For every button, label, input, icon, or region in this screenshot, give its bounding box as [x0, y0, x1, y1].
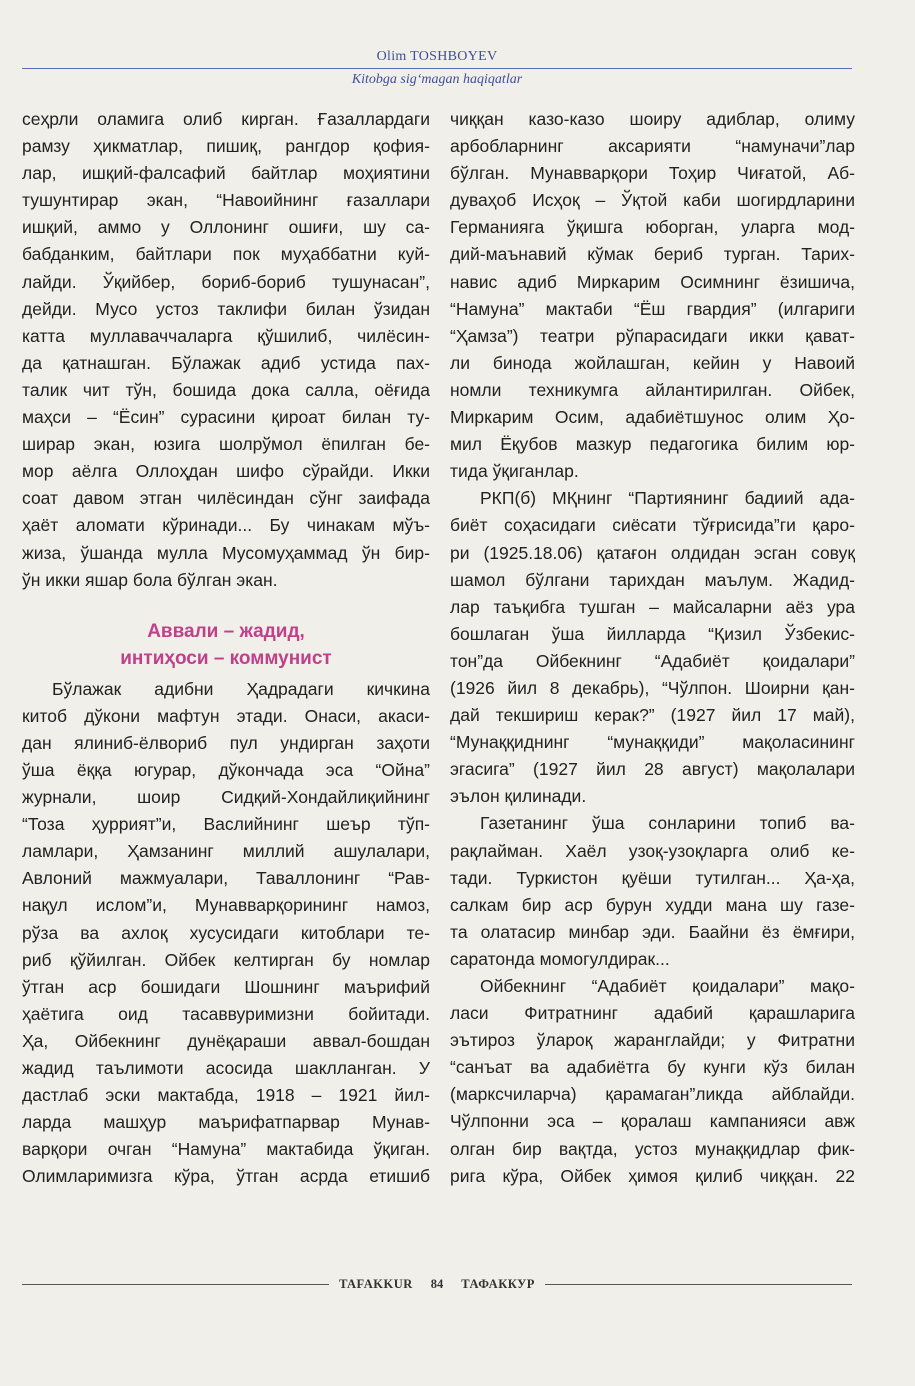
text-line: “Ҳамза”) театри рўпарасидаги икки қават-	[450, 325, 855, 346]
text-line: номли техникумга айлантирилган. Ойбек,	[450, 379, 855, 400]
text-line: риб қўйилган. Ойбек келтирган бу номлар	[22, 949, 430, 970]
text-line: навис адиб Миркарим Осимнинг ёзишича,	[450, 271, 855, 292]
text-line: мил Ёқубов мазкур педагогика билим юр-	[450, 434, 855, 455]
footer-rule-left	[22, 1284, 329, 1285]
text-line: дай текшириш керак?” (1927 йил 17 май),	[450, 705, 855, 726]
text-line: дейди. Мусо устоз таклифи билан ўзидан	[22, 298, 430, 319]
text-line: Ойбекнинг “Адабиёт қоидалари” мақо-	[480, 976, 855, 996]
text-line: дан ялиниб-ёлвориб пул ундирган заҳоти	[22, 732, 430, 753]
text-line: ўтган аср бошидаги Шошнинг маърифий	[22, 976, 430, 997]
text-line: РКП(б) МҚнинг “Партиянинг бадиий ада-	[480, 488, 855, 509]
section-heading	[22, 618, 430, 672]
text-line: жиза, ўшанда мулла Мусомуҳаммад ўн бир-	[22, 542, 430, 563]
text-line: рўза ва ахлоқ хусусидаги китоблари те-	[22, 922, 430, 943]
text-line: эълон қилинади.	[450, 786, 587, 807]
text-line: та олатасир минбар эди. Баайни ёз ёмғири,	[450, 921, 855, 942]
text-line: талик чит тўн, бошида дока салла, оёғида	[22, 379, 430, 400]
footer-rule-right	[545, 1284, 852, 1285]
text-line: Олимларимизга кўра, ўтган асрда етишиб	[22, 1166, 430, 1187]
text-line: китоб дўкони мафтун этади. Онаси, акаси-	[22, 705, 430, 726]
paragraph	[450, 485, 855, 810]
text-line: журнали, шоир Сидқий-Хондайлиқийнинг	[22, 787, 430, 808]
spacer	[22, 594, 430, 618]
text-line: рига кўра, Ойбек ҳимоя қилиб чиққан. 22	[450, 1165, 855, 1186]
text-line: Германияга ўқишга юборган, уларга мод-	[450, 217, 855, 238]
text-line: “Намуна” мактаби “Ёш гвардия” (илгариги	[450, 298, 855, 319]
text-line: Ҳа, Ойбекнинг дунёқараши аввал-бошдан	[22, 1030, 430, 1051]
right-column	[450, 106, 855, 1190]
header-book-title: Kitobga sig‘magan haqiqatlar	[351, 72, 523, 87]
paragraph	[22, 106, 430, 594]
text-line: дастлаб эски мактабда, 1918 – 1921 йил-	[22, 1085, 430, 1106]
text-line: мор аёлга Оллоҳдан шифо сўрайди. Икки	[22, 461, 430, 482]
text-line: ри (1925.18.06) қатағон олдидан эсган совуқ	[450, 542, 855, 563]
text-line: тида ўқиганлар.	[450, 461, 579, 482]
page-number: 84	[430, 1276, 444, 1291]
text-line: ўн икки яшар бола бўлган экан.	[22, 569, 278, 590]
text-line: нақул ислом”и, Мунавварқорининг намоз,	[22, 895, 430, 916]
text-line: чиққан казо-казо шоиру адиблар, олиму	[450, 109, 855, 129]
header-author: Olim TOSHBOYEV	[376, 49, 498, 64]
paragraph	[450, 810, 855, 973]
text-line: соат давом этган чилёсиндан сўнг заифада	[22, 488, 430, 509]
text-line: (марксчиларча) қарамаган”ликда айблайди.	[450, 1084, 855, 1105]
text-line: жадид таълимоти асосида шаклланган. У	[22, 1058, 430, 1078]
text-line: да қатнашган. Бўлажак адиб устида пах-	[22, 352, 430, 373]
text-line: рамзу ҳикматлар, пишиқ, рангдор қофия-	[22, 136, 430, 157]
text-line: тон”да Ойбекнинг “Адабиёт қоидалари”	[450, 650, 855, 671]
text-line: ўша ёққа югурар, дўкончада эса “Ойна”	[22, 759, 430, 780]
text-line: бўлган. Мунавварқори Тоҳир Чиғатой, Аб-	[450, 163, 855, 184]
text-line: рақлайман. Хаёл узоқ-узоқларга олиб ке-	[450, 840, 855, 861]
text-line: тади. Туркистон қуёши тутилган... Ҳа-ҳа,	[450, 867, 855, 888]
running-header	[22, 48, 852, 88]
text-line: “Мунаққиднинг “мунаққиди” мақоласининг	[450, 732, 855, 753]
text-line: “Тоза ҳуррият”и, Васлийнинг шеър тўп-	[22, 814, 430, 835]
text-line: Авлоний мажмуалари, Таваллонинг “Рав-	[22, 868, 430, 889]
text-line: Бўлажак адибни Ҳадрадаги кичкина	[52, 678, 430, 699]
text-line: бабданким, байтлари пок муҳаббатни куй-	[22, 244, 430, 265]
text-line: салкам бир аср бурун худди мана шу газе-	[450, 894, 855, 915]
paragraph	[450, 973, 855, 1190]
text-line: ламлари, Ҳамзанинг миллий ашулалари,	[22, 841, 430, 862]
text-line: “санъат ва адабиётга бу кунги кўз билан	[450, 1057, 855, 1078]
left-column	[22, 106, 430, 1190]
footer-magazine-name-cyrillic: ТАФАККУР	[461, 1276, 535, 1291]
section-heading-line: Аввали – жадид,	[147, 620, 305, 642]
text-line: (1926 йил 8 декабрь), “Чўлпон. Шоирни қан-	[450, 677, 855, 698]
text-line: дий-маънавий кўмак бериб турган. Тарих-	[450, 244, 855, 265]
text-line: эгасига” (1927 йил 28 август) мақолалари	[450, 759, 855, 780]
text-line: Миркарим Осим, адабиётшунос олим Ҳо-	[450, 407, 855, 428]
text-line: ли бинода жойлашган, кейин у Навоий	[450, 352, 855, 373]
text-line: ҳаётига оид тасаввуримизни бойитади.	[22, 1003, 430, 1024]
text-line: биёт соҳасидаги сиёсати тўғрисида”ги қаро-	[450, 515, 855, 536]
running-footer	[22, 1272, 852, 1296]
text-line: варқори очган “Намуна” мактабида ўқиган.	[22, 1139, 430, 1160]
text-line: сеҳрли оламига олиб кирган. Ғазаллардаги	[22, 109, 430, 129]
text-line: ларда машҳур маърифатпарвар Мунав-	[22, 1112, 430, 1133]
text-line: Чўлпонни эса – қоралаш кампанияси авж	[450, 1111, 855, 1132]
text-line: Газетанинг ўша сонларини топиб ва-	[480, 813, 855, 834]
text-line: ласи Фитратнинг адабий қарашларига	[450, 1003, 855, 1024]
text-line: тушунтирар экан, “Навоийнинг ғазаллари	[22, 190, 430, 211]
section-heading-line: интиҳоси – коммунист	[120, 647, 332, 669]
text-line: ҳаёт аломати кўринади... Бу чинакам мўъ-	[22, 515, 430, 536]
paragraph	[22, 676, 430, 1191]
text-line: бошлаган ўша йилларда “Қизил Ўзбекис-	[450, 623, 855, 644]
text-line: лар, ишқий-фалсафий байтлар моҳиятини	[22, 163, 430, 184]
text-line: лайди. Ўқийбер, бориб-бориб тушунасан”,	[22, 271, 430, 292]
header-rule	[22, 68, 852, 69]
text-line: шамол бўлгани тарихдан маълум. Жадид-	[450, 569, 855, 590]
text-line: лар таъқибга тушган – майсаларни аёз ура	[450, 596, 855, 617]
text-line: маҳси – “Ёсин” сурасини қироат билан ту-	[22, 407, 430, 428]
text-line: ишқий, аммо у Оллонинг ошиғи, шу са-	[22, 217, 430, 238]
text-line: катта муллаваччаларга қўшилиб, чилёсин-	[22, 325, 430, 346]
text-line: эътироз ўлароқ жаранглайди; у Фитратни	[450, 1030, 855, 1051]
text-line: саратонда момогулдирак...	[450, 948, 670, 969]
text-line: ширар экан, юзига шолрўмол ёпилган бе-	[22, 434, 430, 455]
text-line: дуваҳоб Исҳоқ – Ўқтой каби шогирдларини	[450, 190, 855, 211]
footer-magazine-name-latin: TAFAKKUR	[339, 1276, 413, 1291]
text-line: олган бир вақтда, устоз мунаққидлар фик-	[450, 1138, 855, 1159]
text-line: арбобларнинг аксарияти “намуначи”лар	[450, 136, 855, 157]
paragraph	[450, 106, 855, 485]
